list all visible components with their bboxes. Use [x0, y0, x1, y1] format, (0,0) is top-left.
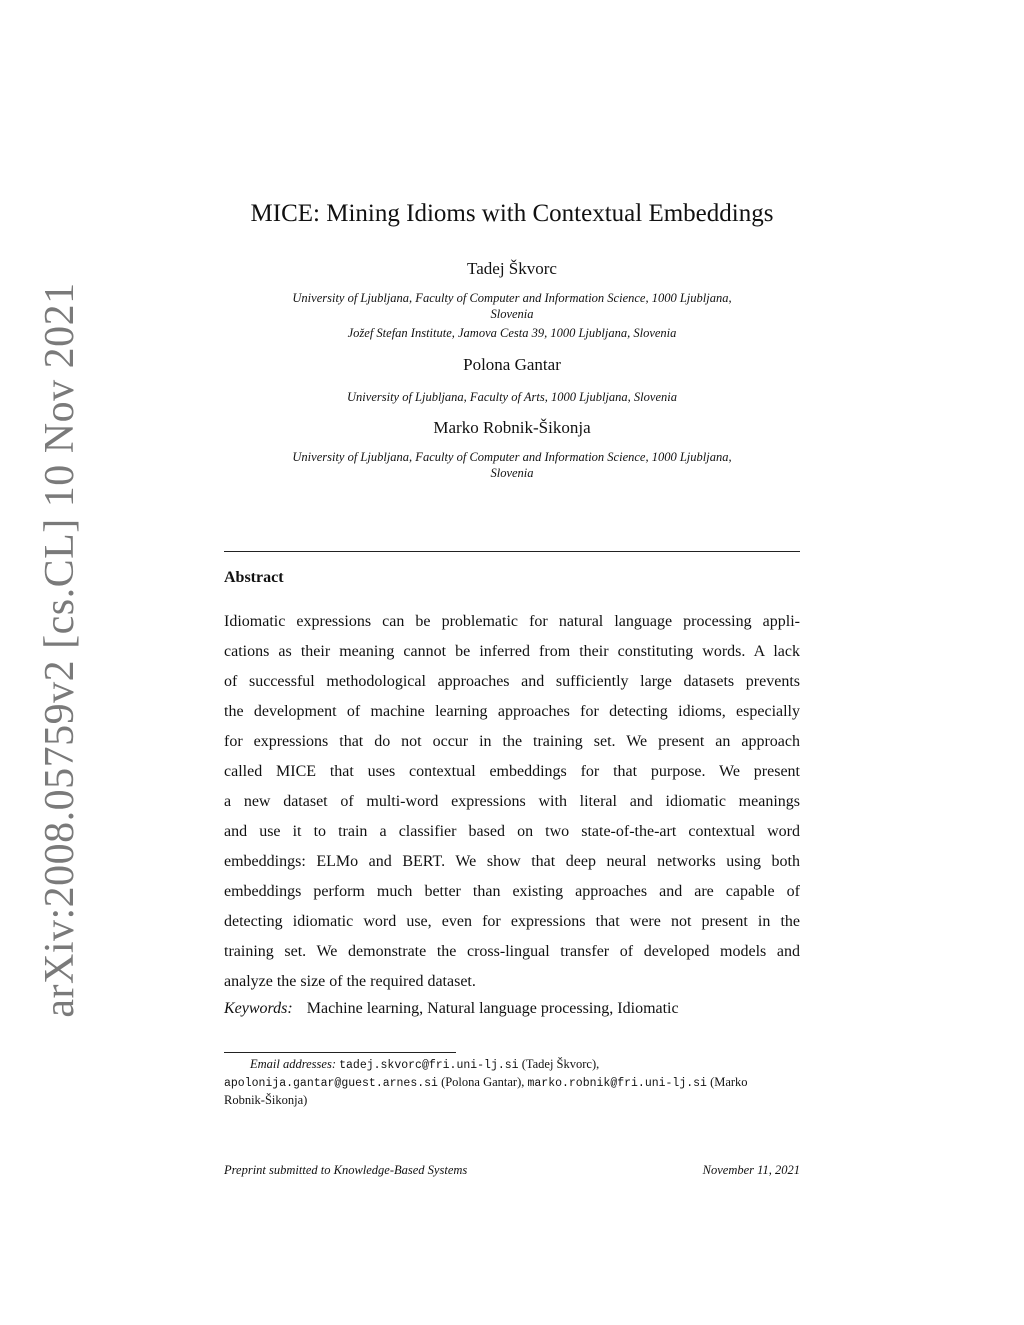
email-owner: Robnik-Šikonja) — [224, 1093, 308, 1107]
author-name: Tadej Škvorc — [467, 259, 557, 278]
abstract-body — [224, 607, 800, 997]
author-name: Polona Gantar — [463, 355, 561, 374]
email-link[interactable]: tadej.skvorc@fri.uni-lj.si — [339, 1059, 519, 1072]
abstract-line: training set. We demonstrate the cross-lingual transfer of developed models and — [224, 943, 800, 960]
abstract-line: cations as their meaning cannot be inferred from their constituting words. A lack — [224, 643, 800, 660]
abstract-line: embeddings perform much better than existing approaches and are capable of — [224, 883, 800, 900]
email-link[interactable]: marko.robnik@fri.uni-lj.si — [527, 1077, 707, 1090]
author-name: Marko Robnik-Šikonja — [433, 418, 591, 437]
abstract-line: Idiomatic expressions can be problematic for natural language processing appli- — [224, 613, 800, 630]
email-owner: (Marko — [710, 1075, 748, 1089]
author-affiliation: University of Ljubljana, Faculty of Arts, 1000 Ljubljana, Slovenia — [347, 390, 677, 404]
footnote-emails — [224, 1056, 804, 1109]
email-label: Email addresses: — [250, 1057, 336, 1071]
abstract-line: detecting idiomatic word use, even for expressions that were not present in the — [224, 913, 800, 930]
footer-date: November 11, 2021 — [702, 1163, 800, 1177]
author-affiliation: University of Ljubljana, Faculty of Computer and Information Science, 1000 Ljubljana, Slovenia — [292, 291, 732, 321]
abstract-line: of successful methodological approaches and sufficiently large datasets prevents — [224, 673, 800, 690]
abstract-line: called MICE that uses contextual embeddings for that purpose. We present — [224, 763, 800, 780]
footer-submission-note: Preprint submitted to Knowledge-Based Systems — [224, 1163, 468, 1177]
abstract-line: analyze the size of the required dataset. — [224, 973, 476, 990]
email-link[interactable]: apolonija.gantar@guest.arnes.si — [224, 1077, 438, 1090]
keywords-text: Machine learning, Natural language processing, Idiomatic — [306, 1000, 679, 1017]
paper-title: MICE: Mining Idioms with Contextual Embeddings — [250, 200, 774, 227]
author-affiliation: University of Ljubljana, Faculty of Computer and Information Science, 1000 Ljubljana, Slovenia — [292, 450, 732, 480]
abstract-line: and use it to train a classifier based on two state-of-the-art contextual word — [224, 823, 800, 840]
abstract-divider — [224, 551, 800, 552]
arxiv-identifier: arXiv:2008.05759v2 [cs.CL] 10 Nov 2021 — [37, 282, 83, 1018]
email-owner: (Polona Gantar), — [441, 1075, 525, 1089]
abstract-line: the development of machine learning approaches for detecting idioms, especially — [224, 703, 800, 720]
email-owner: (Tadej Škvorc), — [521, 1057, 600, 1071]
abstract-line: embeddings: ELMo and BERT. We show that deep neural networks using both — [224, 853, 800, 870]
abstract-line: a new dataset of multi-word expressions with literal and idiomatic meanings — [224, 793, 800, 810]
footnote-divider — [224, 1052, 456, 1053]
abstract-heading: Abstract — [224, 569, 284, 586]
abstract-line: for expressions that do not occur in the training set. We present an approach — [224, 733, 800, 750]
keywords — [224, 1000, 679, 1018]
keywords-label: Keywords: — [224, 1000, 293, 1017]
author-affiliation: Jožef Stefan Institute, Jamova Cesta 39, 1000 Ljubljana, Slovenia — [347, 326, 677, 340]
